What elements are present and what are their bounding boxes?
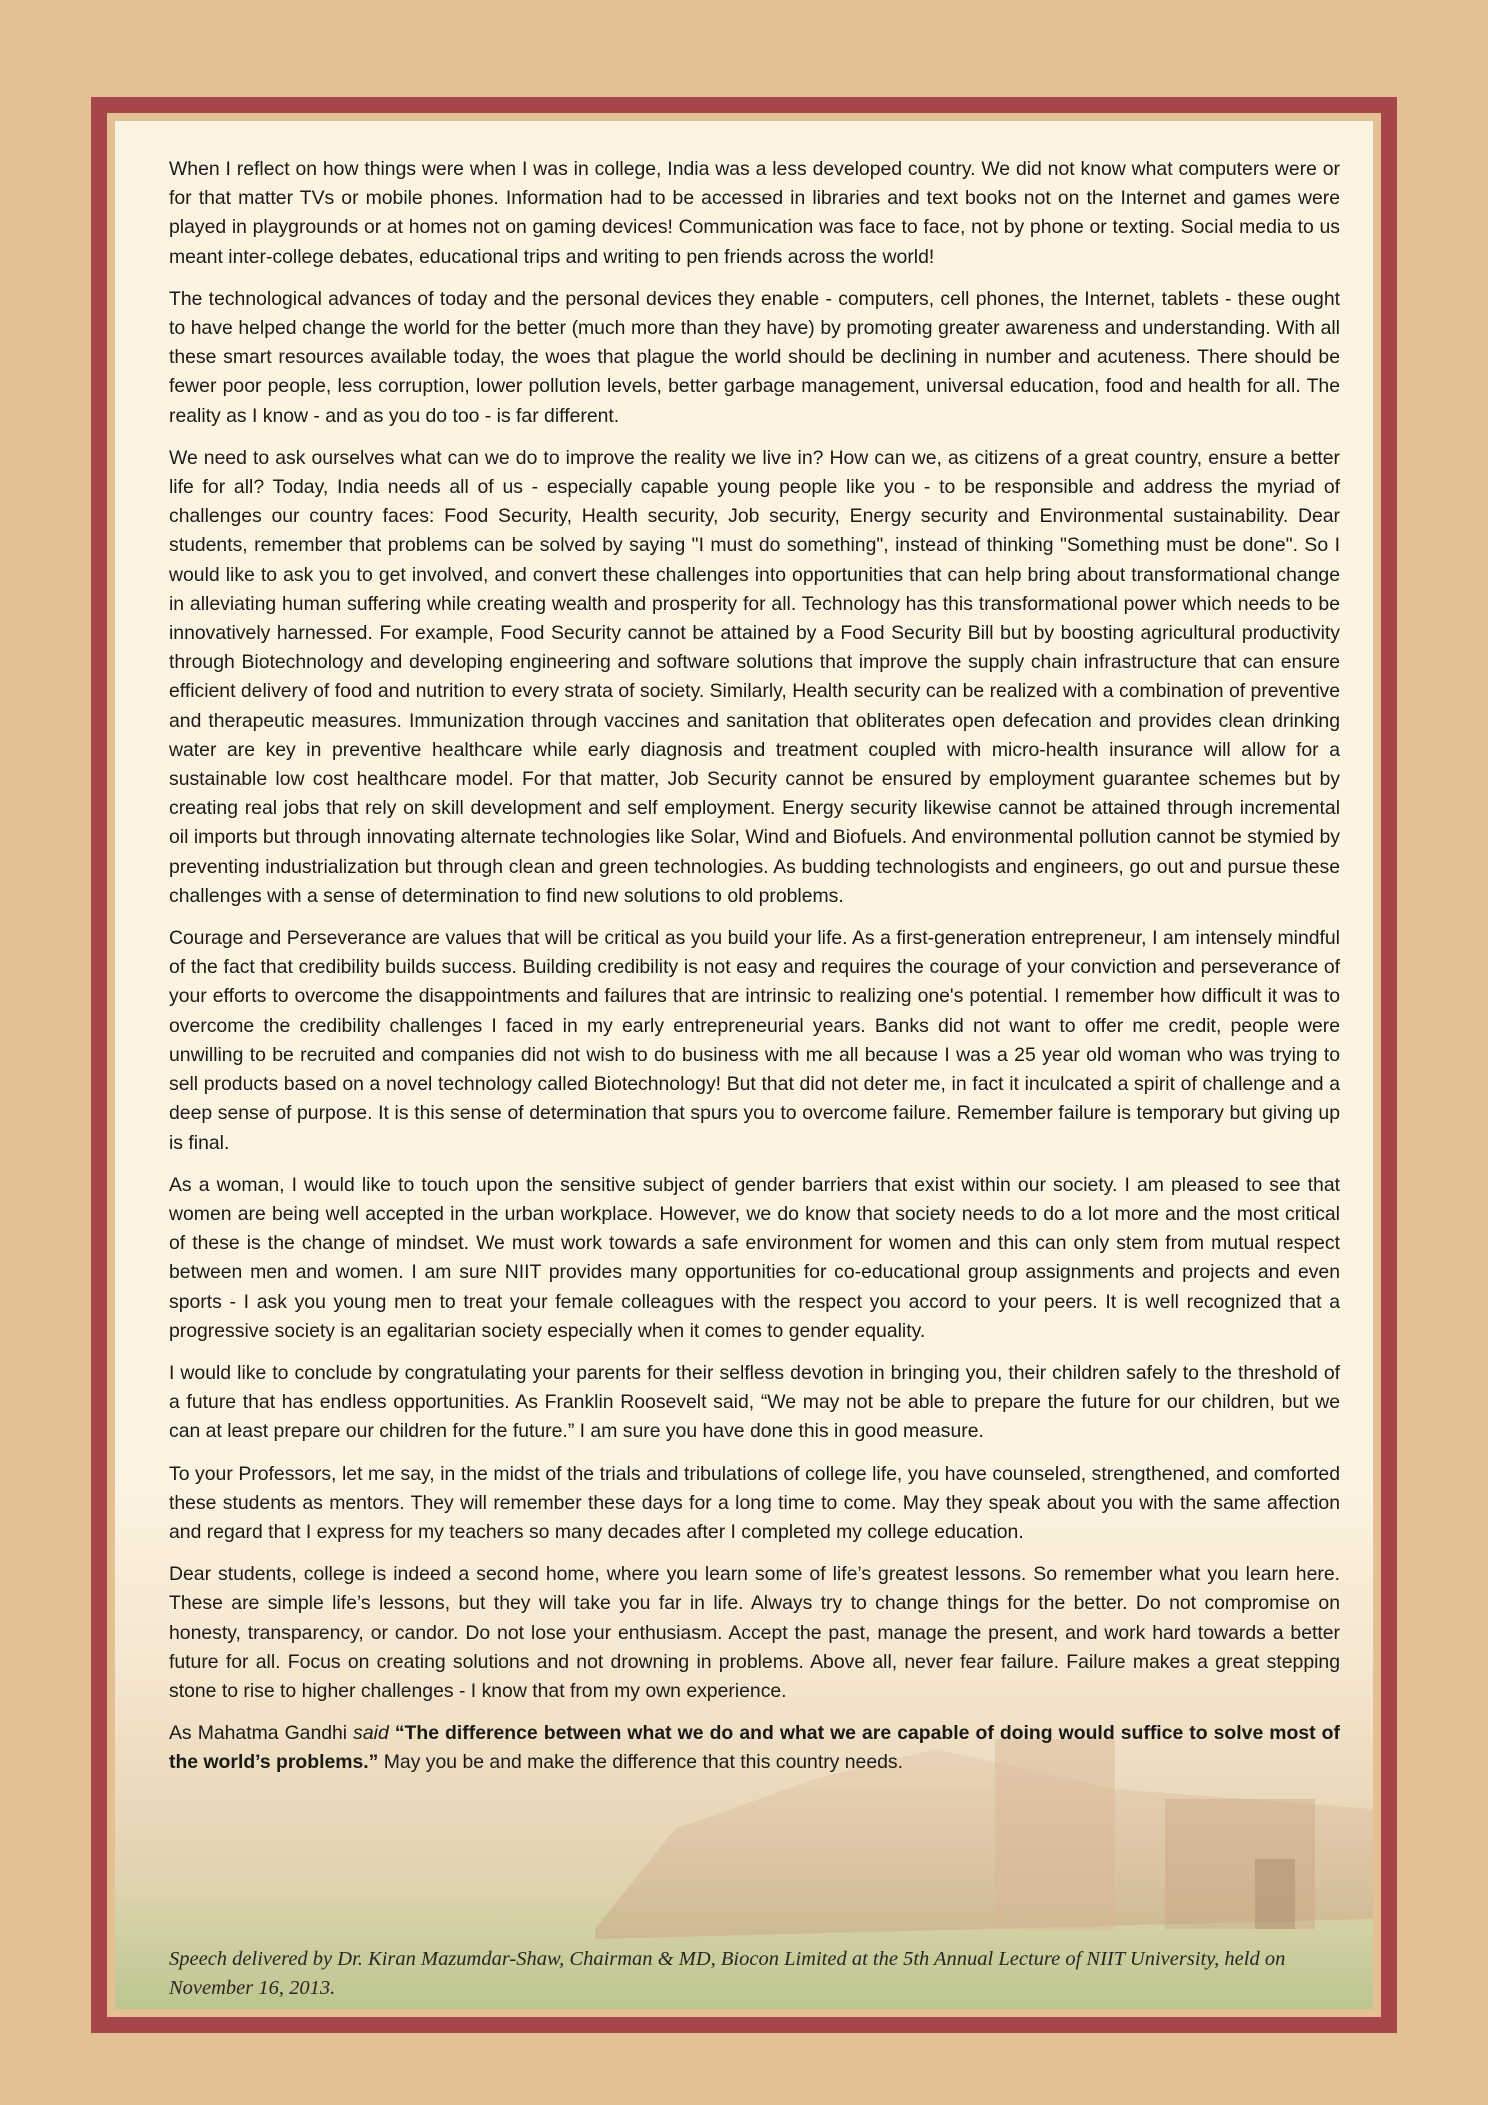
paragraph-2: The technological advances of today and the personal devices they enable - computers, cell phones, the Internet, tablets - these ought to have helped change the world for the better (much more than they have) by promoting greater awareness and understanding. With all these smart resources available today, the woes that plague the world should be declining in number and acuteness. There should be fewer poor people, less corruption, lower pollution levels, better garbage management, universal education, food and health for all. The reality as I know - and as you do too - is far different. bbox=[169, 287, 1340, 427]
paragraph-1: When I reflect on how things were when I was in college, India was a less developed country. We did not know what computers were or for that matter TVs or mobile phones. Information had to be accessed in libraries and text books not on the Internet and games were played in playgrounds or at homes not on gaming devices! Communication was face to face, not by phone or texting. Social media to us meant inter-college debates, educational trips and writing to pen friends across the world! bbox=[169, 158, 1340, 268]
page-border-frame bbox=[91, 97, 1397, 2033]
paragraph-3: We need to ask ourselves what can we do to improve the reality we live in? How can we, as citizens of a great country, ensure a better life for all? Today, India needs all of us - especially capable young people like you - to be responsible and address the myriad of challenges our country faces: Food Security, Health security, Job security, Energy security and Environmental sustainability. Dear students, remember that problems can be solved by saying "I must do something", instead of thinking "Something must be done". So I would like to ask you to get involved, and convert these challenges into opportunities that can help bring about transformational change in alleviating human suffering while creating wealth and prosperity for all. Technology has this transformational power which needs to be innovatively harnessed. For example, Food Security cannot be attained by a Food Security Bill but by boosting agricultural productivity through Biotechnology and developing engineering and software solutions that improve the supply chain infrastructure that can ensure efficient delivery of food and nutrition to every strata of society. Similarly, Health security can be realized with a combination of preventive and therapeutic measures. Immunization through vaccines and sanitation that obliterates open defecation and provides clean drinking water are key in preventive healthcare while early diagnosis and treatment coupled with micro-health insurance will allow for a sustainable low cost healthcare model. For that matter, Job Security cannot be ensured by employment guarantee schemes but by creating real jobs that rely on skill development and self employment. Energy security likewise cannot be attained through incremental oil imports but through innovating alternate technologies like Solar, Wind and Biofuels. And environmental pollution cannot be stymied by preventing industrialization but through clean and green technologies. As budding technologists and engineers, go out and pursue these challenges with a sense of determination to find new solutions to old problems. bbox=[169, 446, 1340, 907]
speech-attribution: Speech delivered by Dr. Kiran Mazumdar-Shaw, Chairman & MD, Biocon Limited at the 5th Annual Lecture of NIIT University, held on November 16, 2013. bbox=[169, 1948, 1286, 1999]
closing-paragraph bbox=[169, 1719, 1340, 1777]
closing-said: said bbox=[353, 1722, 389, 1745]
paragraph-7: To your Professors, let me say, in the midst of the trials and tribulations of college life, you have counseled, strengthened, and comforted these students as mentors. They will remember these days for a long time to come. May they speak about you with the same affection and regard that I express for my teachers so many decades after I completed my college education. bbox=[169, 1462, 1340, 1543]
closing-tail: May you be and make the difference that this country needs. bbox=[378, 1751, 903, 1774]
content-panel bbox=[115, 121, 1373, 2009]
paragraph-5: As a woman, I would like to touch upon the sensitive subject of gender barriers that exist within our society. I am pleased to see that women are being well accepted in the urban workplace. However, we do know that society needs to do a lot more and the most critical of these is the change of mindset. We must work towards a safe environment for women and this can only stem from mutual respect between men and women. I am sure NIIT provides many opportunities for co-educational group assignments and projects and even sports - I ask you young men to treat your female colleagues with the respect you accord to your peers. It is well recognized that a progressive society is an egalitarian society especially when it comes to gender equality. bbox=[169, 1173, 1340, 1342]
closing-lead: As Mahatma Gandhi bbox=[169, 1722, 354, 1745]
paragraph-6: I would like to conclude by congratulating your parents for their selfless devotion in bringing you, their children safely to the threshold of a future that has endless opportunities. As Franklin Roosevelt said, “We may not be able to prepare the future for our children, but we can at least prepare our children for the future.” I am sure you have done this in good measure. bbox=[169, 1361, 1340, 1443]
paragraph-4: Courage and Perseverance are values that will be critical as you build your life. As a first-generation entrepreneur, I am intensely mindful of the fact that credibility builds success. Building credibility is not easy and requires the courage of your conviction and perseverance of your efforts to overcome the disappointments and failures that are intrinsic to realizing one's potential. I remember how difficult it was to overcome the credibility challenges I faced in my early entrepreneurial years. Banks did not want to offer me credit, people were unwilling to be recruited and companies did not wish to do business with me all because I was a 25 year old woman who was trying to sell products based on a novel technology called Biotechnology! But that did not deter me, in fact it inculcated a spirit of challenge and a deep sense of purpose. It is this sense of determination that spurs you to overcome failure. Remember failure is temporary but giving up is final. bbox=[169, 927, 1340, 1154]
gandhi-quote: “The difference between what we do and what we are capable of doing would suffice to solve most of the world’s problems.” bbox=[169, 1722, 1340, 1774]
speech-body bbox=[169, 155, 1340, 1791]
paragraph-8: Dear students, college is indeed a second home, where you learn some of life’s greatest lessons. So remember what you learn here. These are simple life’s lessons, but they will take you far in life. Always try to change things for the better. Do not compromise on honesty, transparency, or candor. Do not lose your enthusiasm. Accept the past, manage the present, and work hard towards a better future for all. Focus on creating solutions and not drowning in problems. Above all, never fear failure. Failure makes a great stepping stone to rise to higher challenges - I know that from my own experience. bbox=[169, 1563, 1340, 1702]
